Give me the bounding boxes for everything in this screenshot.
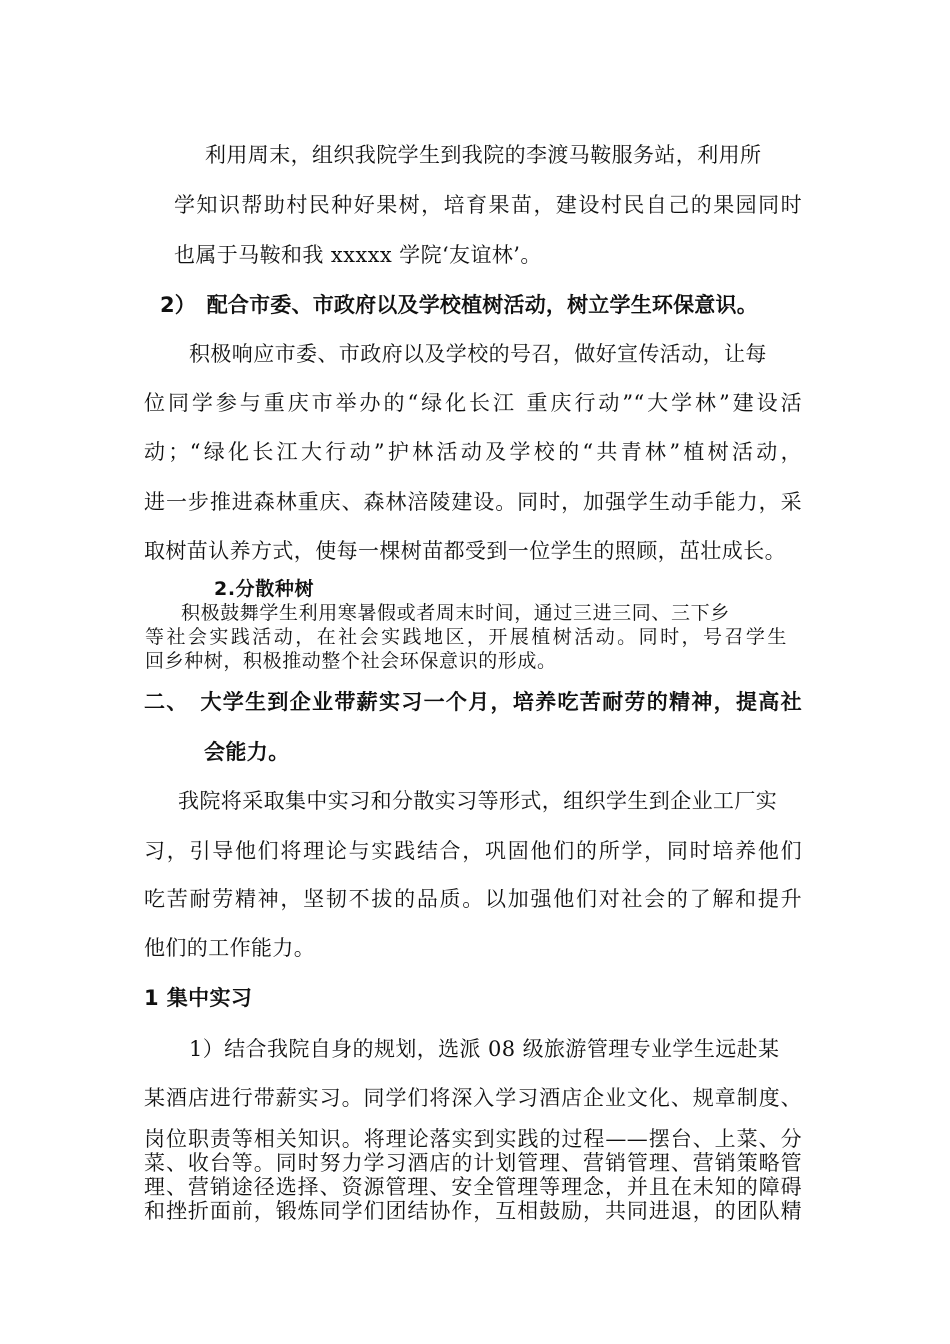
paragraph-line: 菜、收台等。同时努力学习酒店的计划管理、营销管理、营销策略管	[144, 1151, 802, 1175]
paragraph-line: 学知识帮助村民种好果树，培育果苗，建设村民自己的果园同时	[174, 193, 802, 217]
section-heading: 二、 大学生到企业带薪实习一个月，培养吃苦耐劳的精神，提高社	[144, 690, 802, 714]
paragraph-line: 回乡种树，积极推动整个社会环保意识的形成。	[145, 650, 557, 672]
subsection-heading: 1 集中实习	[144, 986, 253, 1010]
paragraph-line: 习，引导他们将理论与实践结合，巩固他们的所学，同时培养他们	[144, 839, 802, 863]
paragraph-line: 等社会实践活动，在社会实践地区，开展植树活动。同时，号召学生	[145, 626, 787, 648]
paragraph-line: 取树苗认养方式，使每一棵树苗都受到一位学生的照顾，茁壮成长。	[144, 539, 786, 563]
paragraph-line: 位同学参与重庆市举办的“绿化长江 重庆行动”“大学林”建设活	[144, 391, 802, 415]
paragraph-line: 岗位职责等相关知识。将理论落实到实践的过程——摆台、上菜、分	[144, 1127, 802, 1151]
section-heading: 会能力。	[204, 740, 290, 764]
paragraph-line: 也属于马鞍和我 xxxxx 学院‘友谊林’。	[174, 243, 542, 267]
subsection-heading: 2.分散种树	[214, 578, 315, 600]
paragraph-line: 吃苦耐劳精神，坚韧不拔的品质。以加强他们对社会的了解和提升	[144, 887, 802, 911]
paragraph-line: 积极响应市委、市政府以及学校的号召，做好宣传活动，让每	[189, 342, 767, 366]
paragraph-line: 1）结合我院自身的规划，选派 08 级旅游管理专业学生远赴某	[189, 1037, 780, 1061]
paragraph-line: 我院将采取集中实习和分散实习等形式，组织学生到企业工厂实	[178, 789, 778, 813]
paragraph-line: 理、营销途径选择、资源管理、安全管理等理念，并且在未知的障碍	[144, 1175, 802, 1199]
paragraph-line: 他们的工作能力。	[144, 936, 316, 960]
paragraph-line: 某酒店进行带薪实习。同学们将深入学习酒店企业文化、规章制度、	[144, 1086, 802, 1110]
paragraph-line: 利用周末，组织我院学生到我院的李渡马鞍服务站，利用所	[205, 143, 762, 167]
section-heading: 2） 配合市委、市政府以及学校植树活动，树立学生环保意识。	[160, 293, 758, 317]
paragraph-line: 动；“绿化长江大行动”护林活动及学校的“共青林”植树活动，	[144, 440, 802, 464]
paragraph-line: 进一步推进森林重庆、森林涪陵建设。同时，加强学生动手能力，采	[144, 490, 802, 514]
paragraph-line: 和挫折面前，锻炼同学们团结协作，互相鼓励，共同进退，的团队精	[144, 1199, 802, 1223]
paragraph-line: 积极鼓舞学生利用寒暑假或者周末时间，通过三进三同、三下乡	[181, 602, 730, 624]
